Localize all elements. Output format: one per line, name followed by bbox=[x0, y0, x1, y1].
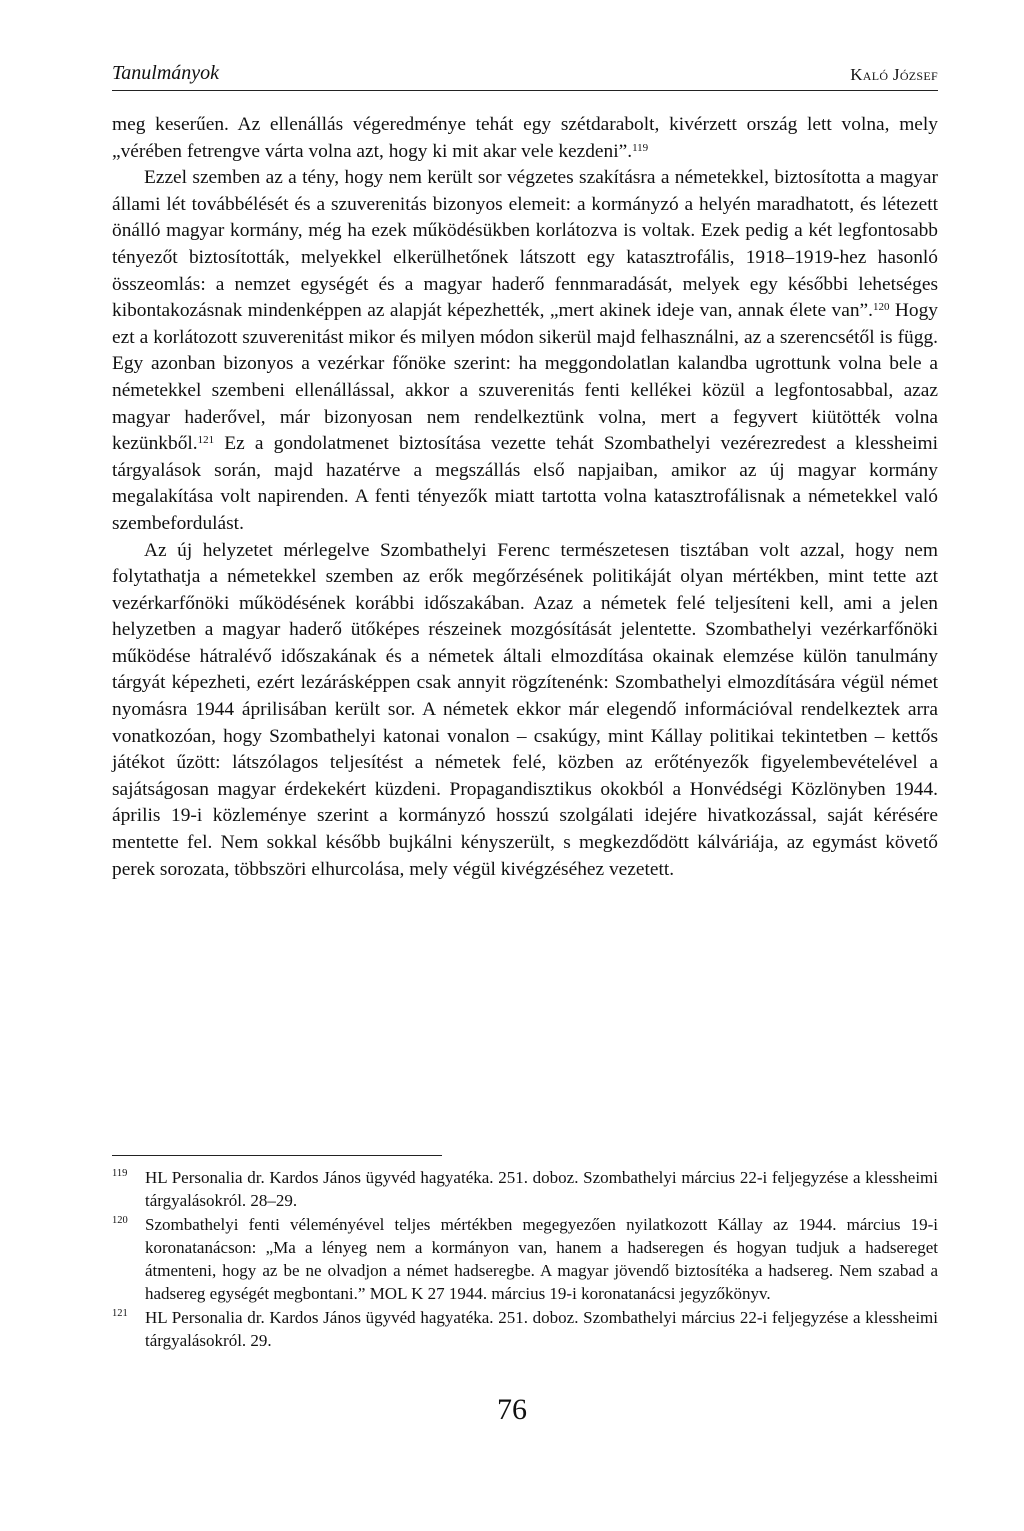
paragraph-text: Hogy ezt a korlátozott szuverenitást mikor és milyen módon sikerül majd felhasználni, az a szerencsétől is függ. Egy azonban bizonyos a vezérkar főnöke szerint: ha meggondolatlan kalandba ugrottunk volna bele a németekkel szembeni ellenállással, akkor a szuverenitás fenti kellékei közül a legfontosabbal, azaz magyar haderővel, már bizonyosan nem rendelkeztünk volna, mert a fegyvert kiütötték volna kezünkből. bbox=[112, 300, 938, 455]
paragraph-text: Az új helyzetet mérlegelve Szombathelyi Ferenc természetesen tisztában volt azzal, hogy nem folytathatja a németekkel szemben az erők megőrzésének politikáját olyan mértékben, mint tette azt vezérkarfőnöki működésének korábbi időszakában. Azaz a németek felé teljesíteni kell, ami a jelen helyzetben a magyar haderő ütőképes részeinek mozgósítását jelentette. Szombathelyi vezérkarfőnöki működése hátralévő időszakának és a németek általi elmozdítása okainak elemzése külön tanulmány tárgyát képezheti, ezért lezárásképpen csak annyit rögzítenénk: Szombathelyi elmozdítására végül német nyomásra 1944 áprilisában került sor. A németek ekkor már elegendő információval rendelkeztek arra vonatkozóan, hogy Szombathelyi katonai vonalon – csakúgy, mint Kállay politikai tekintetben – kettős játékot űzött: látszólagos teljesítést a németek felé, közben az erőtényezők figyelembevételével a sajátságosan magyar érdekekért küzdeni. Propagandisztikus okokból a Honvédségi Közlönyben 1944. április 19-i közleménye szerint a kormányzó hosszú szolgálati idejére hivatkozással, saját kérésére mentette fel. Nem sokkal később bujkálni kényszerült, s megkezdődött kálváriája, az egymást követő perek sorozata, többszöri elhurcolása, mely végül kivégzéséhez vezetett. bbox=[112, 539, 938, 880]
main-text bbox=[112, 112, 938, 883]
footnote-text: Szombathelyi fenti véleményével teljes mértékben megegyezően nyilatkozott Kállay az 1944. március 19-i koronatanácson: „Ma a lényeg nem a kormányon van, hanem a hadseregen és hogyan tudjuk a hadsereget átmenteni, hogy az be ne olvadjon a német hadseregbe. A magyar jövendő biztosítéka a hadsereg. Nem szabad a hadsereg egységét megbontani.” MOL K 27 1944. március 19-i koronatanácsi jegyzőkönyv. bbox=[145, 1215, 938, 1303]
paragraph-continued bbox=[112, 112, 938, 165]
footnote-text: HL Personalia dr. Kardos János ügyvéd hagyatéka. 251. doboz. Szombathelyi március 22-i feljegyzése a klessheimi tárgyalásokról. 28–29. bbox=[145, 1168, 938, 1210]
paragraph-text: Ezzel szemben az a tény, hogy nem került sor végzetes szakításra a németekkel, biztosította a magyar állami lét továbbélését és a szuverenitás bizonyos elemeit: a kormányzó a helyén maradhatott, és létezett önálló magyar kormány, még ha ezek működésükben korlátozva is voltak. Ezek pedig a két legfontosabb tényezőt biztosították, melyekkel elkerülhetőnek látszott egy katasztrofális, 1918–1919-hez hasonló összeomlás: a nemzet egységét és a magyar haderő fennmaradását, melyek egy későbbi lehetséges kibontakozásnak mindenképpen az alapját képezhették, „mert akinek ideje van, annak élete van”. bbox=[112, 167, 938, 322]
footnote-ref-120[interactable]: 120 bbox=[873, 301, 890, 314]
footnote-divider bbox=[112, 1155, 442, 1156]
footnote-text: HL Personalia dr. Kardos János ügyvéd hagyatéka. 251. doboz. Szombathelyi március 22-i feljegyzése a klessheimi tárgyalásokról. 29. bbox=[145, 1308, 938, 1350]
footnote-ref-119[interactable]: 119 bbox=[632, 141, 649, 154]
footnote-120 bbox=[112, 1213, 938, 1305]
paragraph bbox=[112, 165, 938, 537]
paragraph-text: meg keserűen. Az ellenállás végeredménye tehát egy szétdarabolt, kivérzett ország lett volna, mely „vérében fetrengve várta volna azt, hogy ki mit akar vele kezdeni”. bbox=[112, 114, 938, 162]
running-author: Kaló József bbox=[850, 65, 938, 84]
footnote-ref-121[interactable]: 121 bbox=[197, 434, 215, 447]
footnotes bbox=[112, 1166, 938, 1353]
running-header bbox=[112, 62, 938, 91]
footnote-119 bbox=[112, 1166, 938, 1212]
footnote-number: 121 bbox=[112, 1308, 128, 1319]
footnote-number: 120 bbox=[112, 1215, 128, 1226]
paragraph bbox=[112, 538, 938, 884]
running-title: Tanulmányok bbox=[112, 62, 220, 84]
paragraph-text: Ez a gondolatmenet biztosítása vezette tehát Szombathelyi vezérezredest a klessheimi tárgyalások során, majd hazatérve a megszállás első napjaiban, amikor az új magyar kormány megalakítása volt napirenden. A fenti tényezők miatt tartotta volna katasztrofálisnak a németekkel való szembefordulást. bbox=[112, 433, 938, 534]
page-number: 76 bbox=[497, 1393, 527, 1426]
footnote-121 bbox=[112, 1306, 938, 1352]
footnote-number: 119 bbox=[112, 1168, 128, 1179]
